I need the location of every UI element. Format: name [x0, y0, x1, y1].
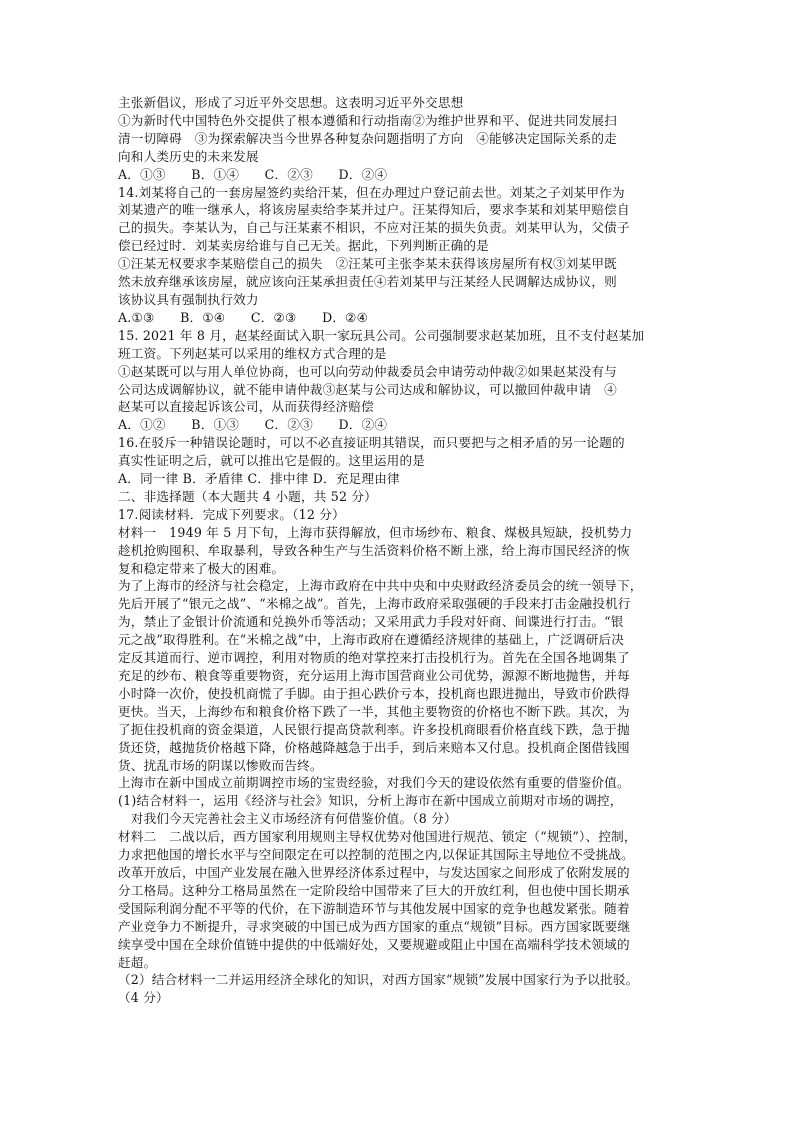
option-line: ①赵某既可以与用人单位协商，也可以向劳动仲裁委员会申请劳动仲裁②如果赵某没有与 — [118, 363, 617, 379]
question-17: 17.阅读材料．完成下列要求。（12 分） — [118, 506, 345, 522]
question-15: 15. 2021 年 8 月，赵某经面试入职一家玩具公司。公司强制要求赵某加班，且不支付赵某加 — [118, 327, 645, 343]
sub-question-1: (1)结合材料一，运用《经济与社会》知识，分析上海市在新中国成立前期对市场的调控， — [118, 793, 623, 809]
text-line: 定反其道而行、逆市调控，利用对物质的绝对掌控来打击投机行为。首先在全国各地调集了 — [118, 650, 630, 666]
option-line: ①汪某无权要求李某赔偿自己的损失 ②汪某可主张李某未获得该房屋所有权③刘某甲既 — [118, 256, 617, 272]
text-line: 偿已经过时．刘某卖房给谁与自己无关。据此，下列判断正确的是 — [118, 238, 490, 254]
text-line: 刘某遗产的唯一继承人，将该房屋卖给李某并过户。汪某得知后，要求李某和刘某甲赔偿自 — [118, 202, 630, 218]
section-heading: 二、非选择题（本大题共 4 小题，共 52 分） — [118, 488, 377, 504]
text-line: 产业竞争力不断提升，寻求突破的中国已成为西方国家的重点“规锁”目标。西方国家既要继 — [118, 918, 631, 934]
text-line: 力求把他国的增长水平与空间限定在可以控制的范围之内,以保证其国际主导地位不受挑战。 — [118, 847, 634, 863]
text-line: 为了上海市的经济与社会稳定，上海市政府在中共中央和中央财政经济委员会的统一领导下， — [118, 578, 643, 594]
answer-choices: A．①② B．①③ C．②③ D．②④ — [118, 417, 388, 433]
question-14: 14.刘某将自己的一套房屋签约卖给汗某，但在办理过户登记前去世。刘某之子刘某甲作为 — [118, 184, 625, 200]
text-line: 复和稳定带来了极大的困难。 — [118, 560, 285, 576]
sub-question-1: 对我们今天完善社会主义市场经济有何借鉴价值。（8 分） — [118, 811, 457, 827]
text-line: 己的损失。李某认为，自己与汪某素不相识，不应对汪某的损失负责。刘某甲认为，父债子 — [118, 220, 630, 236]
text-line: 为，禁止了金银计价流通和兑换外币等活动；又采用武力手段对奸商、间谍进行打击。“银 — [118, 614, 624, 630]
text-line: 小时降一次价，使投机商慌了手脚。由于担心跌价亏本，投机商也跟进抛出，导致市价跌得 — [118, 685, 630, 701]
text-line: 先后开展了“银元之战”、“米棉之战”。首先，上海市政府采取强硬的手段来打击金融投机行 — [118, 596, 631, 612]
option-line: 赵某可以直接起诉该公司，从而获得经济赔偿 — [118, 399, 374, 415]
sub-question-2: （2）结合材料一二并运用经济全球化的知识，对西方国家“规锁”发展中国家行为予以批驳。 — [118, 972, 639, 988]
answer-choices: A．同一律 B．矛盾律 C．排中律 D．充足理由律 — [118, 471, 400, 487]
text-line: 元之战”取得胜利。在“米棉之战”中，上海市政府在遵循经济规律的基础上，广泛调研后决 — [118, 632, 625, 648]
document-page — [118, 94, 678, 1007]
option-line: 公司达成调解协议，就不能申请仲裁③赵某与公司达成和解协议，可以撤回仲裁申请 ④ — [118, 381, 617, 397]
text-line: 主张新倡议，形成了习近平外交思想。这表明习近平外交思想 — [118, 95, 464, 110]
text-line: 充足的纱布、粮食等重要物资，充分运用上海市国营商业公司优势，源源不断地抛售，并每 — [118, 668, 630, 683]
text-line: 趁机抢购囤积、牟取暴利，导致各种生产与生活资料价格不断上涨，给上海市国民经济的恢 — [118, 542, 630, 558]
text-line: 上海市在新中国成立前期调控市场的宝贵经验，对我们今天的建设依然有重要的借鉴价值。 — [118, 775, 630, 791]
material-2: 材料二 二战以后，西方国家利用规则主导权优势对他国进行规范、锁定（“规锁”）、控制， — [118, 829, 637, 845]
text-line: 货、扰乱市场的阴谋以惨败而告终。 — [118, 757, 323, 773]
sub-question-2: （4 分） — [118, 990, 169, 1006]
option-line: 向和人类历史的未来发展 — [118, 148, 259, 164]
option-line: 清一切障碍 ③为探索解决当今世界各种复杂问题指明了方向 ④能够决定国际关系的走 — [118, 130, 617, 146]
text-line: 改革开放后，中国产业发展在融入世界经济体系过程中，与发达国家之间形成了依附发展的 — [118, 864, 630, 880]
text-line: 真实性证明之后，就可以推出它是假的。这里运用的是 — [118, 453, 426, 469]
text-line: 了扼住投机商的资金渠道，人民银行提高贷款利率。许多投机商眼看价格直线下跌，急于抛 — [118, 721, 630, 737]
text-line: 更快。当天，上海纱布和粮食价格下跌了一半，其他主要物资的价格也不断下跌。其次，为 — [118, 703, 630, 719]
text-line: 分工格局。这种分工格局虽然在一定阶段给中国带来了巨大的开放红利，但也使中国长期承 — [118, 882, 630, 898]
text-line: 受国际利润分配不平等的代价，在下游制造环节与其他发展中国家的竞争也越发紧张。随着 — [118, 900, 630, 916]
option-line: 然未放弃继承该房屋，就应该向汪某承担责任④若刘某甲与汪某经人民调解达成协议，则 — [118, 274, 617, 290]
option-line: ①为新时代中国特色外交提供了根本遵循和行动指南②为维护世界和平、促进共同发展扫 — [118, 112, 617, 128]
option-line: 该协议具有强制执行效力 — [118, 291, 259, 307]
text-line: 货还贷，越抛货价格越下降，价格越降越急于出手，到后来赔本又付息。投机商企图借钱囤 — [118, 739, 630, 755]
answer-choices: A.①③ B．①④ C．②③ D．②④ — [118, 309, 369, 325]
question-16: 16.在驳斥一种错误论题时，可以不必直接证明其错误，而只要把与之相矛盾的另一论题的 — [118, 435, 625, 451]
text-line: 赶超。 — [118, 954, 157, 970]
answer-choices: A．①③ B．①④ C．②③ D．②④ — [118, 166, 388, 182]
text-line: 班工资。下列赵某可以采用的维权方式合理的是 — [118, 345, 387, 361]
text-line: 续享受中国在全球价值链中提供的中低端好处，又要规避或阻止中国在高端科学技术领域的 — [118, 936, 630, 952]
material-1: 材料一 1949 年 5 月下旬，上海市获得解放，但市场纱布、粮食、煤极具短缺，投机势力 — [118, 524, 633, 540]
